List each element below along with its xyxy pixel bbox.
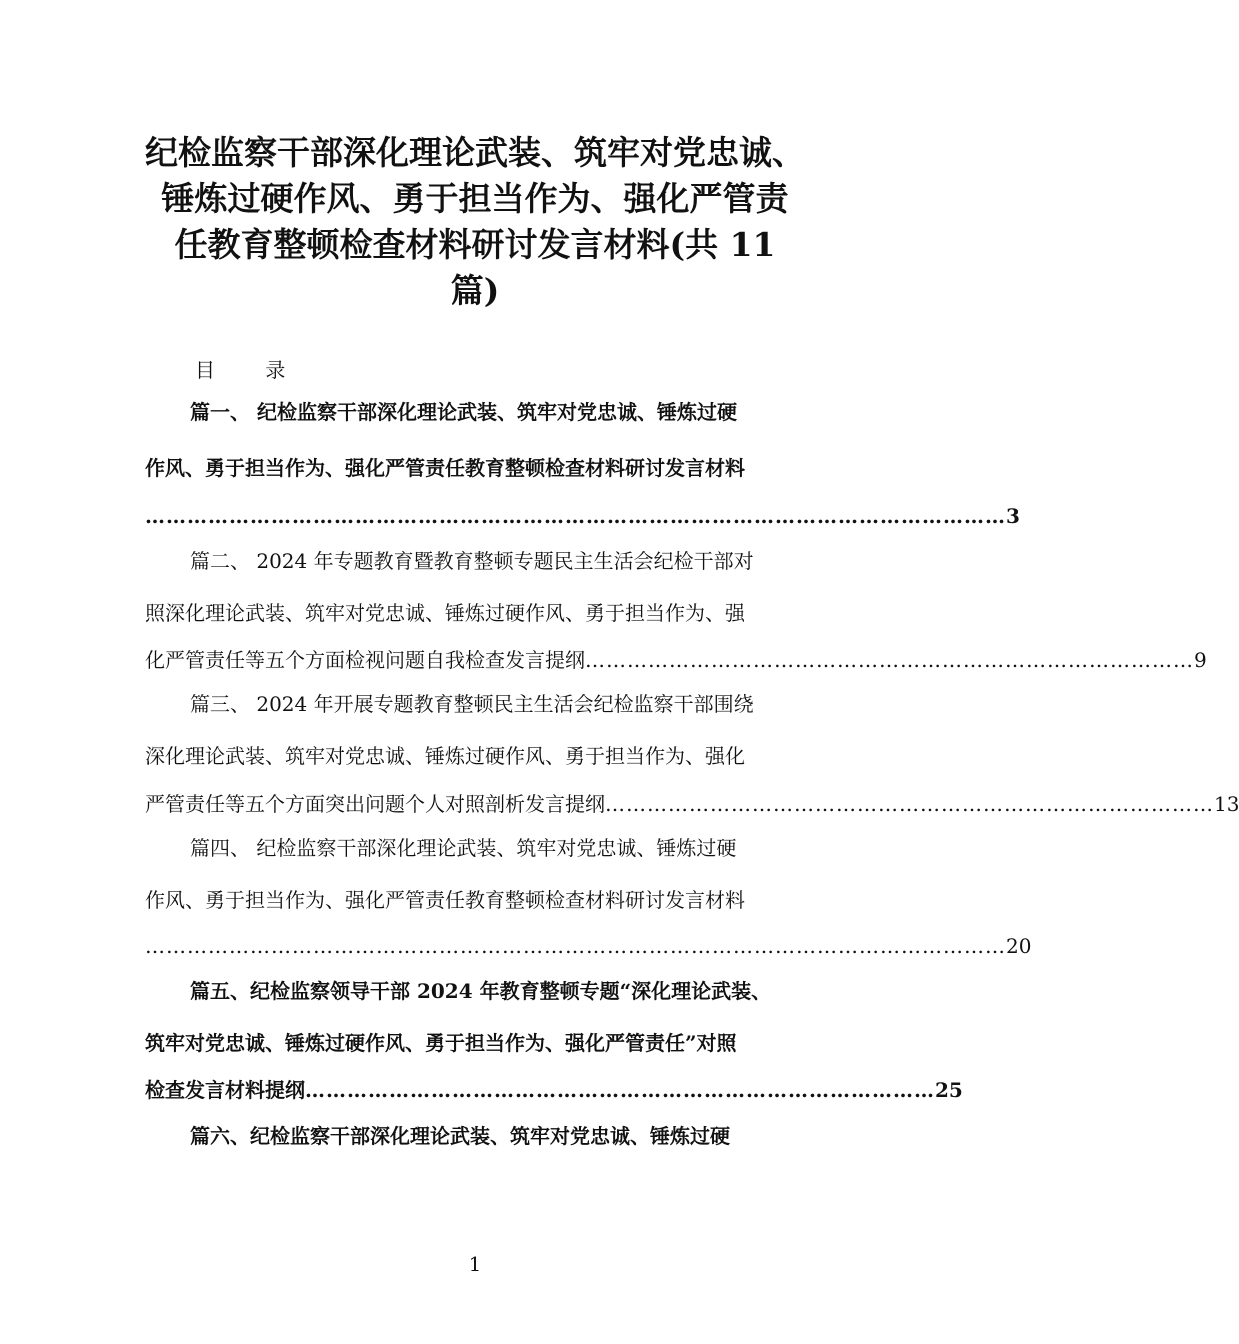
- toc-entry-2-leader: 化严管责任等五个方面检视问题自我检查发言提纲 …………………………………………………………………………… 9: [145, 648, 1207, 672]
- toc-entry-2-line-2: 照深化理论武装、筑牢对党忠诚、锤炼过硬作风、勇于担当作为、强: [145, 601, 745, 625]
- toc-entry-2-line-1: 篇二、 2024 年专题教育暨教育整顿专题民主生活会纪检干部对: [190, 549, 754, 573]
- toc-entry-5-leader: 检查发言材料提纲 ……………………………………………………………………………… 25: [145, 1078, 963, 1102]
- title-line-3: 任教育整顿检查材料研讨发言材料(共 11: [174, 225, 776, 264]
- toc-entry-1-line-1: 篇一、 纪检监察干部深化理论武装、筑牢对党忠诚、锤炼过硬: [190, 400, 737, 424]
- toc-entry-3-leader: 严管责任等五个方面突出问题个人对照剖析发言提纲 …………………………………………………………………………… 13: [145, 792, 1239, 816]
- title-line-4: 篇): [450, 271, 500, 310]
- toc-entry-2-page: 9: [1194, 648, 1207, 672]
- toc-entry-3-line-1: 篇三、 2024 年开展专题教育整顿民主生活会纪检监察干部围绕: [190, 692, 754, 716]
- toc-heading: 目 录: [195, 358, 308, 382]
- toc-entry-5-page: 25: [935, 1078, 963, 1102]
- toc-entry-3-line-2: 深化理论武装、筑牢对党忠诚、锤炼过硬作风、勇于担当作为、强化: [145, 744, 745, 768]
- title-line-2: 锤炼过硬作风、勇于担当作为、强化严管责: [161, 179, 789, 218]
- page-number: 1: [468, 1252, 482, 1276]
- toc-entry-1-leader: [145, 504, 1020, 528]
- toc-entry-4-page: 20: [1006, 934, 1032, 958]
- toc-entry-1-page: 3: [1006, 504, 1020, 528]
- toc-entry-4-line-1: 篇四、 纪检监察干部深化理论武装、筑牢对党忠诚、锤炼过硬: [190, 836, 737, 860]
- dot-leader: ……………………………………………………………………………………………………………: [145, 504, 1006, 528]
- toc-entry-1-line-2: 作风、勇于担当作为、强化严管责任教育整顿检查材料研讨发言材料: [145, 456, 745, 480]
- toc-entry-4-leader: [145, 934, 1032, 958]
- dot-leader: ……………………………………………………………………………………………………………: [145, 934, 1006, 958]
- dot-leader: ……………………………………………………………………………: [605, 792, 1214, 816]
- toc-entry-4-line-2: 作风、勇于担当作为、强化严管责任教育整顿检查材料研讨发言材料: [145, 888, 745, 912]
- dot-leader: ……………………………………………………………………………: [585, 648, 1194, 672]
- toc-entry-6-line-1: 篇六、纪检监察干部深化理论武装、筑牢对党忠诚、锤炼过硬: [190, 1124, 730, 1148]
- toc-entry-5-line-1: 篇五、纪检监察领导干部 2024 年教育整顿专题“深化理论武装、: [190, 979, 772, 1003]
- title-line-1: 纪检监察干部深化理论武装、筑牢对党忠诚、: [145, 133, 805, 172]
- toc-entry-3-page: 13: [1214, 792, 1239, 816]
- document-title: [120, 130, 830, 314]
- toc-entry-5-line-2: 筑牢对党忠诚、锤炼过硬作风、勇于担当作为、强化严管责任”对照: [145, 1031, 737, 1055]
- dot-leader: ………………………………………………………………………………: [305, 1078, 935, 1102]
